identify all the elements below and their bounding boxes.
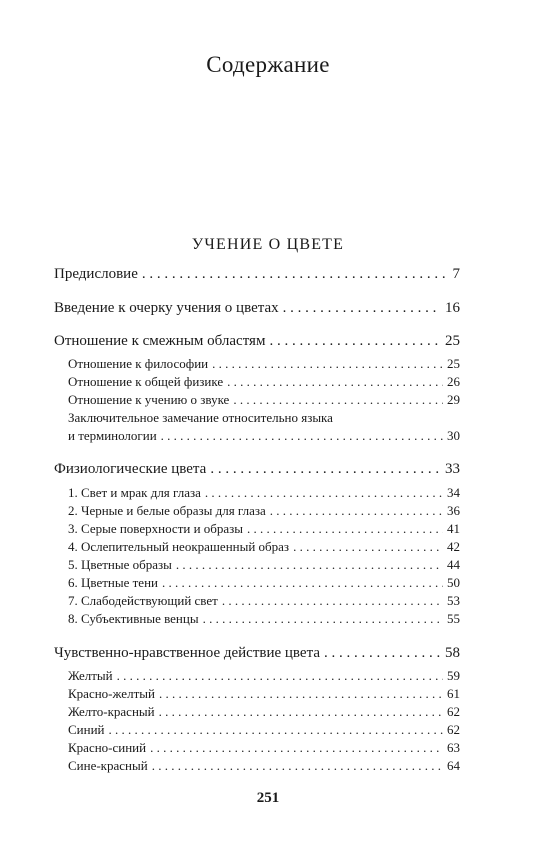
toc-entry-title: 1. Свет и мрак для глаза [68,485,201,500]
dot-leader [283,300,441,317]
toc-entry-page: 7 [452,266,460,282]
toc-entry-page: 30 [447,428,460,443]
dot-leader [161,428,443,444]
dot-leader [270,503,443,519]
toc-entry-title: Желтый [68,668,113,683]
toc-subentry[interactable] [68,356,460,372]
toc-entry-page: 42 [447,539,460,554]
toc-entry-title: 2. Черные и белые образы для глаза [68,503,266,518]
dot-leader [159,686,443,702]
toc-subentry[interactable] [68,593,460,609]
toc-subentry[interactable] [68,557,460,573]
toc-subentry[interactable] [68,374,460,390]
toc-entry-page: 36 [447,503,460,518]
toc-subentry[interactable] [68,740,460,756]
toc-subentry[interactable] [68,704,460,720]
toc-entry-page: 55 [447,611,460,626]
toc-subentry[interactable] [68,686,460,702]
toc-subentry[interactable] [68,722,460,738]
toc-subentry[interactable] [68,485,460,501]
toc-entry-page: 44 [447,557,460,572]
toc-entry-physiological-colors[interactable] [54,461,460,478]
dot-leader [210,461,441,478]
toc-entry-title: Желто-красный [68,704,155,719]
dot-leader [176,557,443,573]
toc-subentry[interactable] [68,503,460,519]
toc-entry-page: 63 [447,740,460,755]
toc-entry-title: Отношение к учению о звуке [68,392,230,407]
toc-entry-page: 29 [447,392,460,407]
toc-entry-title: Чувственно-нравственное действие цвета [54,645,320,661]
toc-entry-page: 61 [447,686,460,701]
toc-subentry[interactable] [68,575,460,591]
page-number: 251 [256,790,280,806]
dot-leader [324,645,441,662]
toc-entry-title: Красно-синий [68,740,147,755]
toc-entry-page: 25 [447,356,460,371]
toc-entry-related-fields[interactable] [54,333,460,350]
toc-entry-title: Сине-красный [68,758,148,773]
toc-entry-page: 26 [447,374,460,389]
toc-entry-title: Красно-желтый [68,686,155,701]
toc-entry-title: и терминологии [68,428,157,443]
dot-leader [293,539,443,555]
toc-entry-introduction[interactable] [54,300,460,317]
toc-entry-page: 34 [447,485,460,500]
toc-subentry[interactable] [68,539,460,555]
toc-subentry[interactable] [68,611,460,627]
toc-entry-page: 41 [447,521,460,536]
dot-leader [142,266,449,283]
toc-entry-title: Физиологические цвета [54,461,207,477]
toc-entry-title: Введение к очерку учения о цветах [54,300,279,316]
section-heading: УЧЕНИЕ О ЦВЕТЕ [191,236,345,253]
toc-subentry[interactable] [68,521,460,537]
toc-entry-page: 59 [447,668,460,683]
dot-leader [212,356,443,372]
toc-entry-page: 64 [447,758,460,773]
page-title: Содержание [206,52,330,77]
dot-leader [205,485,443,501]
dot-leader [162,575,443,591]
toc-entry-page: 53 [447,593,460,608]
toc-entry-title: Предисловие [54,266,138,282]
toc-entry-title: 5. Цветные образы [68,557,172,572]
toc-entry-title: Отношение к общей физике [68,374,224,389]
toc-entry-page: 25 [445,333,460,349]
toc-entry-page: 16 [445,300,460,316]
toc-entry-title: Отношение к философии [68,356,209,371]
dot-leader [203,611,443,627]
toc-subentry[interactable] [68,392,460,408]
dot-leader [159,704,443,720]
dot-leader [117,668,443,684]
toc-subentry[interactable] [68,758,460,774]
toc-entry-title: 4. Ослепительный неокрашенный образ [68,539,290,554]
toc-subentry-first-line[interactable]: Заключительное замечание относительно языка [68,410,333,425]
toc-entry-sensory-moral-effect[interactable] [54,645,460,662]
toc-subentry[interactable] [68,428,460,444]
toc-entry-title: Синий [68,722,105,737]
toc-entry-title: 3. Серые поверхности и образы [68,521,244,536]
dot-leader [227,374,443,390]
toc-entry-preface[interactable] [54,266,460,283]
dot-leader [247,521,443,537]
dot-leader [109,722,444,738]
toc-entry-title: 8. Субъективные венцы [68,611,199,626]
dot-leader [269,333,441,350]
toc-entry-title: Отношение к смежным областям [54,333,266,349]
toc-entry-page: 58 [445,645,460,661]
toc-entry-page: 33 [445,461,460,477]
dot-leader [233,392,443,408]
toc-entry-page: 62 [447,722,460,737]
dot-leader [152,758,443,774]
dot-leader [150,740,443,756]
dot-leader [222,593,443,609]
toc-entry-title: 6. Цветные тени [68,575,158,590]
toc-subentry[interactable] [68,668,460,684]
toc-entry-page: 50 [447,575,460,590]
toc-entry-title: 7. Слабодействующий свет [68,593,218,608]
toc-entry-page: 62 [447,704,460,719]
